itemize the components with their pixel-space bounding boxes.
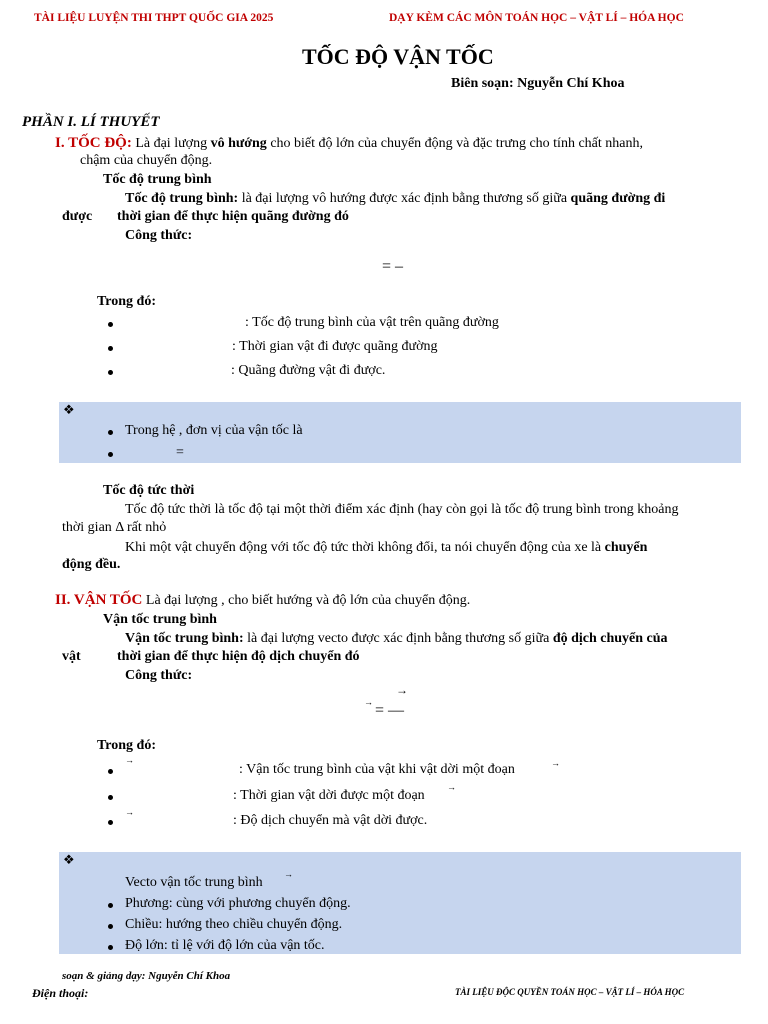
bullet-dot-icon (108, 346, 113, 351)
bullet-dot-icon (108, 430, 113, 435)
avg-speed-def-line2b: thời gian để thực hiện quãng đường đó (117, 209, 349, 224)
bullet-dot-icon (108, 370, 113, 375)
inst-speed-line3b: chuyển (604, 540, 648, 555)
box-intro: Vecto vận tốc trung bình (125, 875, 263, 890)
where-label: Trong đó: (97, 738, 156, 753)
formula-label: Công thức: (125, 668, 193, 683)
vector-arrow-icon: → (447, 782, 456, 792)
note-item: = (176, 445, 184, 460)
where-label: Trong đó: (97, 294, 156, 309)
list-item: : Tốc độ trung bình của vật trên quãng đường (245, 315, 499, 330)
avg-speed-title: Tốc độ trung bình (103, 172, 212, 187)
section1-intro-a: Là đại lượng (131, 136, 211, 151)
formula-label: Công thức: (125, 228, 193, 243)
diamond-bullet-icon: ❖ (63, 402, 75, 417)
inst-speed-line2: thời gian Δ rất nhỏ (62, 520, 167, 535)
section2-heading: II. VẬN TỐC (55, 592, 143, 608)
inst-speed-line4: động đều. (62, 557, 121, 572)
section2-intro (55, 592, 470, 609)
list-item: : Độ dịch chuyển mà vật dời được. (233, 813, 428, 828)
inst-speed-title: Tốc độ tức thời (103, 483, 195, 498)
bullet-dot-icon (108, 452, 113, 457)
section1-intro-c: cho biết độ lớn của chuyển động và đặc trưng cho tính chất nhanh, (266, 136, 643, 151)
list-item: : Thời gian vật dời được một đoạn (233, 788, 425, 803)
avg-speed-def-a: Tốc độ trung bình: (125, 191, 239, 206)
page-title: TỐC ĐỘ VẬN TỐC (302, 44, 494, 69)
footer-teacher: soạn & giảng dạy: Nguyễn Chí Khoa (62, 970, 231, 982)
section1-intro-b: vô hướng (210, 136, 267, 151)
avg-speed-def-b: là đại lượng vô hướng được xác định bằng thương số giữa (238, 191, 571, 206)
section1-intro (55, 135, 740, 152)
part-heading: PHẦN I. LÍ THUYẾT (22, 114, 160, 130)
bullet-dot-icon (108, 945, 113, 950)
vector-arrow-icon: → (551, 758, 560, 768)
vector-arrow-icon: → (364, 697, 373, 707)
section2-intro-text: Là đại lượng , cho biết hướng và độ lớn của chuyển động. (142, 593, 471, 608)
bullet-dot-icon (108, 820, 113, 825)
bullet-dot-icon (108, 322, 113, 327)
header-right: DẠY KÈM CÁC MÔN TOÁN HỌC – VẬT LÍ – HÓA HỌC (389, 12, 684, 24)
avg-velocity-title: Vận tốc trung bình (103, 612, 217, 627)
inst-speed-line3 (125, 540, 647, 556)
inst-speed-line3a: Khi một vật chuyển động với tốc độ tức thời không đổi, ta nói chuyển động của xe là (125, 540, 605, 555)
author: Biên soạn: Nguyễn Chí Khoa (451, 76, 625, 91)
list-item: : Thời gian vật đi được quãng đường (232, 339, 438, 354)
section1-intro-line2: chậm của chuyển động. (80, 153, 213, 168)
note-item: Trong hệ , đơn vị của vận tốc là (125, 423, 303, 438)
avg-velocity-def (125, 631, 668, 647)
note-item: Độ lớn: tỉ lệ với độ lớn của vận tốc. (125, 938, 325, 953)
vector-arrow-icon: → (125, 755, 134, 765)
note-item: Phương: cùng với phương chuyển động. (125, 896, 351, 911)
avg-velocity-def-c: độ dịch chuyển của (552, 631, 668, 646)
bullet-dot-icon (108, 795, 113, 800)
formula: = – (382, 258, 404, 275)
formula: = — (375, 702, 405, 719)
avg-velocity-def-b: là đại lượng vecto được xác định bằng thương số giữa (243, 631, 553, 646)
footer-phone: Điện thoại: (32, 986, 89, 1000)
diamond-bullet-icon: ❖ (63, 852, 75, 867)
header-left: TÀI LIỆU LUYỆN THI THPT QUỐC GIA 2025 (34, 12, 274, 24)
inst-speed-line1: Tốc độ tức thời là tốc độ tại một thời điểm xác định (hay còn gọi là tốc độ trung bình trong khoảng (125, 502, 679, 517)
avg-velocity-def-line2b: thời gian để thực hiện độ dịch chuyển đó (117, 649, 360, 664)
bullet-dot-icon (108, 769, 113, 774)
list-item: : Vận tốc trung bình của vật khi vật dời một đoạn (239, 762, 515, 777)
vector-arrow-icon: → (396, 683, 408, 697)
avg-velocity-def-line2a: vật (62, 649, 81, 664)
list-item: : Quãng đường vật đi được. (231, 363, 386, 378)
avg-speed-def-c: quãng đường đi (570, 191, 666, 206)
footer-right: TÀI LIỆU ĐỘC QUYỀN TOÁN HỌC – VẬT LÍ – HÓA HỌC (455, 987, 685, 997)
bullet-dot-icon (108, 924, 113, 929)
vector-arrow-icon: → (284, 869, 293, 879)
note-item: Chiều: hướng theo chiều chuyển động. (125, 917, 343, 932)
avg-velocity-def-a: Vận tốc trung bình: (125, 631, 244, 646)
avg-speed-def (125, 191, 665, 207)
avg-speed-def-line2a: được (62, 209, 93, 224)
bullet-dot-icon (108, 903, 113, 908)
section1-heading: I. TỐC ĐỘ: (55, 135, 132, 151)
vector-arrow-icon: → (125, 807, 134, 817)
